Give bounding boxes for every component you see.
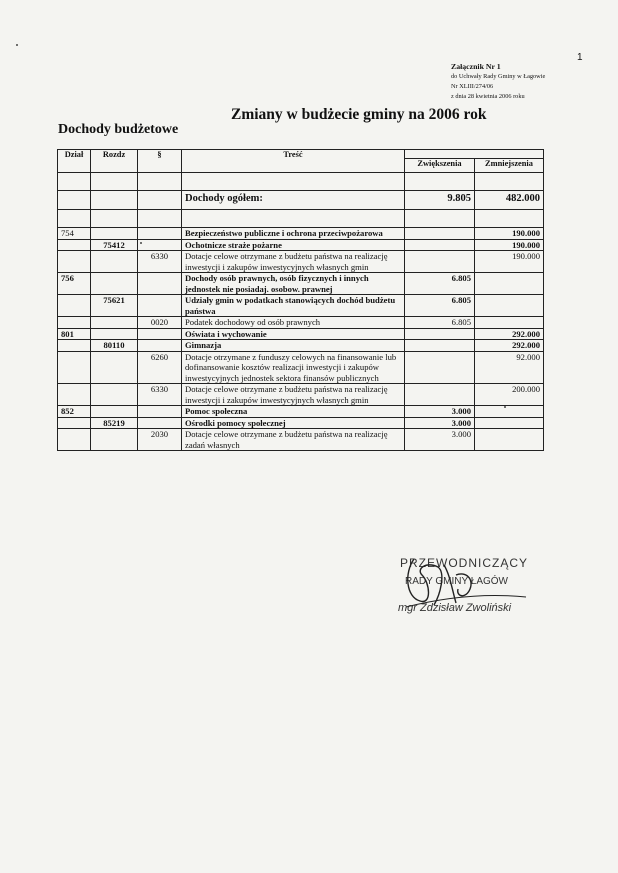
header-rozdz: Rozdz xyxy=(91,150,138,173)
table-row xyxy=(58,417,544,429)
annex-line-2: Nr XLIII/274/06 xyxy=(451,83,494,90)
cell-tresc: Ochotnicze straże pożarne xyxy=(182,239,405,251)
header-dzial: Dział xyxy=(58,150,91,173)
cell-tresc: Dotacje celowe otrzymane z budżetu państwa na realizację inwestycji i zakupów inwestycyjnych własnych gmin xyxy=(182,384,405,406)
total-label: Dochody ogółem: xyxy=(182,191,405,210)
cell-tresc: Gimnazja xyxy=(182,340,405,352)
stamp-name: mgr Zdzisław Zwoliński xyxy=(398,602,512,614)
cell-increase: 3.000 xyxy=(405,429,475,451)
section-title: Dochody budżetowe xyxy=(58,122,179,137)
annex-line-3: z dnia 28 kwietnia 2006 roku xyxy=(451,93,525,100)
table-row xyxy=(58,295,544,317)
cell-tresc: Dotacje otrzymane z funduszy celowych na finansowanie lub dofinansowanie kosztów realizacji inwestycji i zakupów inwestycyjnych jednostek sektora finansów publicznych xyxy=(182,351,405,384)
page-number: 1 xyxy=(577,52,583,63)
cell-increase: 6.805 xyxy=(405,295,475,317)
cell-rozdz: 80110 xyxy=(91,340,138,352)
cell-rozdz: 75412 xyxy=(91,239,138,251)
header-spacer xyxy=(405,150,544,159)
cell-decrease: 292.000 xyxy=(475,340,544,352)
table-row xyxy=(58,429,544,451)
cell-rozdz: 75621 xyxy=(91,295,138,317)
table-row-total xyxy=(58,191,544,210)
cell-decrease: 190.000 xyxy=(475,239,544,251)
cell-rozdz: 85219 xyxy=(91,417,138,429)
table-row xyxy=(58,328,544,340)
cell-decrease: 292.000 xyxy=(475,328,544,340)
header-paragraph: § xyxy=(138,150,182,173)
cell-dzial: 801 xyxy=(58,328,91,340)
cell-increase: 6.805 xyxy=(405,317,475,329)
cell-paragraph: 6330 xyxy=(138,384,182,406)
stamp-title: PRZEWODNICZĄCY xyxy=(400,556,528,570)
cell-dzial: 852 xyxy=(58,406,91,418)
cell-tresc: Dotacje celowe otrzymane z budżetu państwa na realizację zadań własnych xyxy=(182,429,405,451)
scan-speck xyxy=(16,44,18,46)
table-row xyxy=(58,351,544,384)
cell-decrease: 200.000 xyxy=(475,384,544,406)
cell-tresc: Bezpieczeństwo publiczne i ochrona przeciwpożarowa xyxy=(182,228,405,240)
cell-decrease: 190.000 xyxy=(475,228,544,240)
cell-tresc: Podatek dochodowy od osób prawnych xyxy=(182,317,405,329)
cell-tresc: Udziały gmin w podatkach stanowiących dochód budżetu państwa xyxy=(182,295,405,317)
annex-line-1: do Uchwały Rady Gminy w Łagowie xyxy=(451,73,546,80)
handwritten-signature xyxy=(386,545,536,620)
cell-tresc: Dochody osób prawnych, osób fizycznych i innych jednostek nie posiadaj. osobow. prawnej xyxy=(182,273,405,295)
cell-increase: 6.805 xyxy=(405,273,475,295)
stamp-council: RADY GMINY ŁAGÓW xyxy=(405,576,508,587)
table-row-blank xyxy=(58,173,544,191)
cell-paragraph: 2030 xyxy=(138,429,182,451)
table-row xyxy=(58,340,544,352)
cell-paragraph: 6330 xyxy=(138,251,182,273)
cell-paragraph: 6260 xyxy=(138,351,182,384)
total-increase: 9.805 xyxy=(405,191,475,210)
table-row-blank xyxy=(58,210,544,228)
cell-increase: 3.000 xyxy=(405,406,475,418)
table-header-row xyxy=(58,150,544,159)
scan-speck xyxy=(504,406,506,408)
annex-title: Załącznik Nr 1 xyxy=(451,62,501,71)
cell-increase: 3.000 xyxy=(405,417,475,429)
cell-tresc: Ośrodki pomocy społecznej xyxy=(182,417,405,429)
document-title: Zmiany w budżecie gminy na 2006 rok xyxy=(231,106,487,123)
scan-speck xyxy=(140,242,142,244)
table-row xyxy=(58,228,544,240)
table-row xyxy=(58,239,544,251)
annex-note xyxy=(451,62,545,102)
cell-paragraph: 0020 xyxy=(138,317,182,329)
cell-tresc: Dotacje celowe otrzymane z budżetu państwa na realizację inwestycji i zakupów inwestycyjnych własnych gmin xyxy=(182,251,405,273)
table-row xyxy=(58,406,544,418)
budget-table xyxy=(57,149,544,451)
cell-decrease: 190.000 xyxy=(475,251,544,273)
table-row xyxy=(58,384,544,406)
cell-dzial: 754 xyxy=(58,228,91,240)
cell-tresc: Oświata i wychowanie xyxy=(182,328,405,340)
total-decrease: 482.000 xyxy=(475,191,544,210)
table-row xyxy=(58,251,544,273)
cell-decrease: 92.000 xyxy=(475,351,544,384)
header-decrease: Zmniejszenia xyxy=(475,159,544,173)
table-row xyxy=(58,273,544,295)
header-increase: Zwiększenia xyxy=(405,159,475,173)
table-row xyxy=(58,317,544,329)
cell-dzial: 756 xyxy=(58,273,91,295)
cell-tresc: Pomoc społeczna xyxy=(182,406,405,418)
header-tresc: Treść xyxy=(182,150,405,173)
